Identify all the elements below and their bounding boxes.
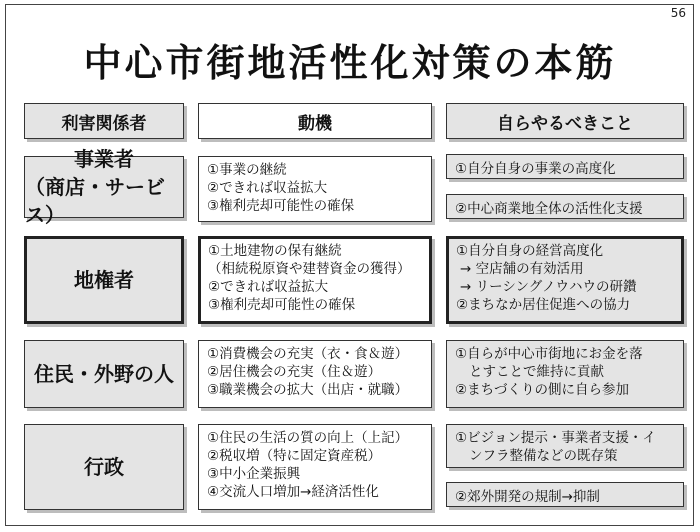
action-item: とすことで維持に貢献: [469, 364, 604, 380]
motive-item: ③権利売却可能性の確保: [208, 297, 356, 313]
motive-item: ①事業の継続: [207, 162, 287, 178]
motive-item: ①住民の生活の質の向上（上記）: [207, 430, 409, 446]
action-government-1: [446, 424, 684, 468]
motive-item: ③権利売却可能性の確保: [207, 198, 355, 214]
motive-item: ③中小企業振興: [207, 466, 301, 482]
action-item: ②郊外開発の規制→抑制: [455, 488, 600, 505]
motive-item: ②居住機会の充実（住＆遊）: [207, 364, 382, 380]
header-motive: 動機: [198, 103, 432, 139]
stakeholder-landowner-label: 地権者: [74, 268, 134, 292]
action-item: ①ビジョン提示・事業者支援・イ: [455, 430, 656, 446]
stakeholder-government-label: 行政: [84, 455, 124, 479]
page-number: 56: [670, 6, 686, 20]
action-item: ①自らが中心市街地にお金を落: [455, 346, 643, 362]
stakeholder-government: [24, 424, 184, 510]
motive-item: ①消費機会の充実（衣・食＆遊）: [207, 346, 409, 362]
action-business-2: [446, 194, 684, 219]
header-action: 自らやるべきこと: [446, 103, 684, 139]
stakeholder-residents: [24, 340, 184, 408]
stakeholder-business-line2: （商店・サービス）: [25, 175, 165, 227]
slide-title: 中心市街地活性化対策の本筋: [83, 41, 617, 85]
action-business-1: [446, 154, 684, 179]
motive-business: [198, 156, 432, 222]
motive-government: [198, 424, 432, 510]
stakeholder-business: [24, 147, 184, 227]
motive-item: ③職業機会の拡大（出店・就職）: [207, 382, 409, 398]
action-item: ンフラ整備などの既存策: [469, 448, 618, 464]
motive-item: ④交流人口増加→経済活性化: [207, 484, 379, 500]
stakeholder-landowner: [24, 236, 184, 324]
action-item: ②中心商業地全体の活性化支援: [455, 200, 643, 217]
action-item: → 空店舗の有効活用: [460, 261, 584, 277]
header-stakeholder: 利害関係者: [24, 103, 184, 139]
stakeholder-business-line1: 事業者: [74, 147, 134, 171]
motive-item: （相続税原資や建替資金の獲得）: [208, 261, 411, 277]
action-residents: [446, 340, 684, 408]
motive-item: ②税収増（特に固定資産税）: [207, 448, 382, 464]
motive-item: ①土地建物の保有継続: [208, 243, 342, 259]
motive-item: ②できれば収益拡大: [208, 279, 329, 295]
action-item: ②まちなか居住促進への協力: [456, 297, 631, 313]
action-item: ①自分自身の事業の高度化: [455, 160, 616, 177]
action-item: ②まちづくりの側に自ら参加: [455, 382, 629, 398]
motive-residents: [198, 340, 432, 408]
motive-landowner: [198, 236, 432, 324]
action-landowner: [446, 236, 684, 324]
stakeholder-residents-label: 住民・外野の人: [34, 362, 174, 386]
motive-item: ②できれば収益拡大: [207, 180, 328, 196]
action-government-2: [446, 482, 684, 507]
action-item: → リーシングノウハウの研鑽: [460, 279, 637, 295]
action-item: ①自分自身の経営高度化: [456, 243, 604, 259]
